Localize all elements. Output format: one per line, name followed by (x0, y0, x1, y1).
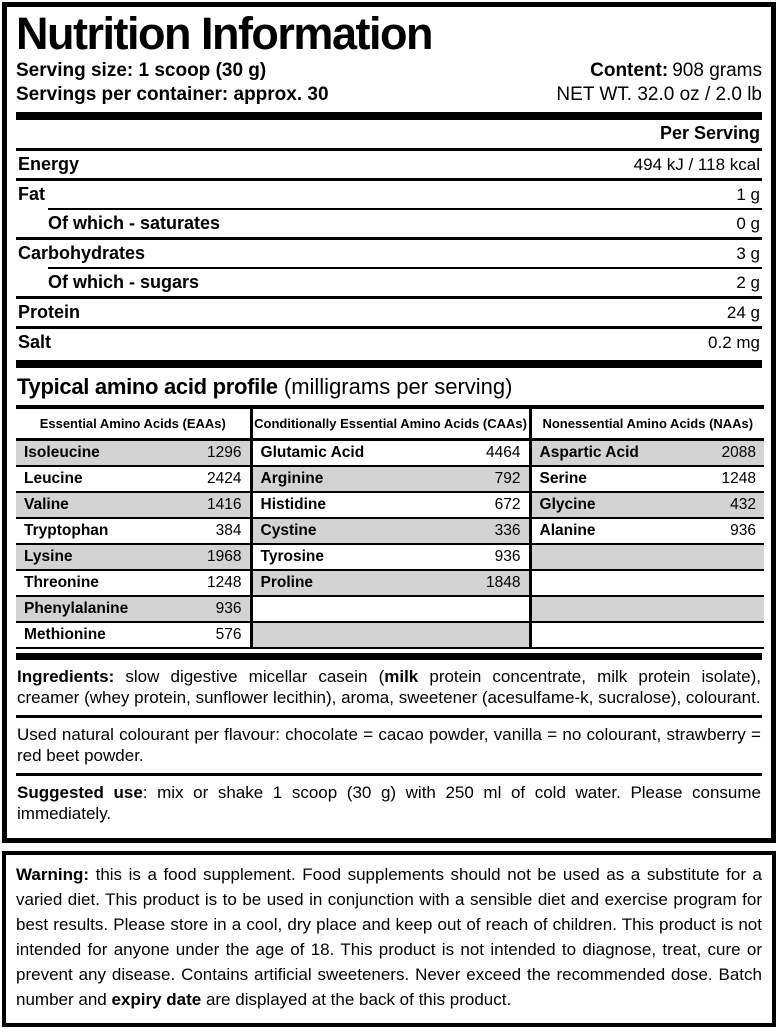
ingredients-bold-text: Ingredients: (17, 666, 115, 686)
amino-name-cell (530, 596, 678, 622)
warning-text: this is a food supplement. Food supplements should not be used as a substitute for a varied diet. This product is to be used in conjunction with a sensible diet and exercise program for best results. Please store in a cool, dry place and keep out of reach of children. This product is not intended for anyone under the age of 18. This product is not intended to diagnose, treat, cure or prevent any disease. Contains artificial sweeteners. Never exceed the recommended dose. Batch number and (16, 864, 762, 1009)
amino-value-cell (434, 596, 530, 622)
nutrient-label: Energy (18, 153, 80, 174)
amino-name-cell: Serine (530, 466, 678, 492)
nutrition-facts-table (16, 151, 762, 356)
serving-info-header (16, 59, 762, 108)
amino-value-cell: 336 (434, 518, 530, 544)
amino-value-cell: 1248 (165, 570, 251, 596)
amino-value-cell: 792 (434, 466, 530, 492)
divider (16, 715, 762, 718)
serving-info-left (16, 59, 329, 108)
amino-value-cell: 384 (165, 518, 251, 544)
amino-table-row (16, 596, 764, 622)
amino-table-row (16, 518, 764, 544)
nutrient-row (16, 181, 762, 208)
amino-value-cell: 936 (165, 596, 251, 622)
amino-name-cell (530, 570, 678, 596)
amino-name-cell: Leucine (16, 466, 165, 492)
amino-name-cell: Histidine (251, 492, 434, 518)
amino-column-header: Conditionally Essential Amino Acids (CAAs) (251, 407, 530, 440)
nutrient-value: 1 g (736, 184, 760, 204)
nutrient-label: Protein (18, 301, 81, 322)
amino-name-cell: Cystine (251, 518, 434, 544)
amino-name-cell: Tryptophan (16, 518, 165, 544)
amino-value-cell: 1296 (165, 439, 251, 466)
amino-table-row (16, 570, 764, 596)
amino-value-cell (434, 622, 530, 648)
nutrient-row (16, 151, 762, 178)
amino-name-cell: Arginine (251, 466, 434, 492)
nutrient-label: Fat (18, 183, 45, 204)
amino-name-cell: Valine (16, 492, 165, 518)
amino-value-cell (678, 596, 764, 622)
amino-value-cell: 1248 (678, 466, 764, 492)
amino-name-cell: Threonine (16, 570, 165, 596)
nutrient-label: Salt (18, 331, 52, 352)
amino-name-cell (251, 596, 434, 622)
amino-name-cell: Aspartic Acid (530, 439, 678, 466)
section-divider-bar (16, 360, 762, 368)
amino-value-cell: 672 (434, 492, 530, 518)
nutrient-label: Carbohydrates (18, 242, 146, 263)
amino-name-cell: Phenylalanine (16, 596, 165, 622)
amino-value-cell: 1848 (434, 570, 530, 596)
nutrient-row (16, 299, 762, 326)
nutrient-row (16, 329, 762, 356)
amino-table-row (16, 544, 764, 570)
content-info-right (556, 59, 762, 108)
ingredients-bold-text: milk (384, 666, 419, 686)
content-value: 908 grams (672, 59, 762, 81)
amino-table-row (16, 492, 764, 518)
amino-value-cell: 4464 (434, 439, 530, 466)
amino-acid-table (16, 405, 764, 649)
colourant-text: Used natural colourant per flavour: chocolate = cacao powder, vanilla = no colourant, strawberry = red beet powder. (17, 724, 761, 766)
amino-name-cell: Glutamic Acid (251, 439, 434, 466)
amino-heading-regular: (milligrams per serving) (277, 373, 513, 399)
amino-name-cell: Proline (251, 570, 434, 596)
nutrient-value: 3 g (736, 243, 760, 263)
colourant-paragraph (17, 724, 761, 767)
amino-name-cell (530, 544, 678, 570)
amino-value-cell: 1968 (165, 544, 251, 570)
amino-table-row (16, 622, 764, 648)
suggested-use-bold-text: Suggested use (17, 782, 143, 802)
ingredients-text: slow digestive micellar casein ( (114, 666, 385, 686)
suggested-use-text: : mix or shake 1 scoop (30 g) with 250 ml of cold water. Please consume immediately. (17, 782, 761, 824)
suggested-use-paragraph (17, 782, 761, 825)
amino-value-cell: 936 (678, 518, 764, 544)
section-divider-bar (16, 112, 762, 120)
amino-name-cell (530, 622, 678, 648)
amino-value-cell (678, 622, 764, 648)
nutrient-value: 24 g (726, 302, 760, 322)
page-title: Nutrition Information (16, 8, 432, 59)
nutrient-label: Of which - sugars (48, 271, 200, 292)
per-serving-column-header: Per Serving (659, 122, 760, 143)
amino-table-row (16, 466, 764, 492)
amino-profile-heading (17, 374, 762, 400)
content-label: Content: (590, 59, 669, 81)
warning-bold-text: expiry date (111, 989, 202, 1009)
amino-name-cell: Methionine (16, 622, 165, 648)
servings-per-container-line: Servings per container: approx. 30 (16, 84, 329, 106)
divider (16, 773, 762, 776)
amino-name-cell: Glycine (530, 492, 678, 518)
amino-name-cell: Lysine (16, 544, 165, 570)
amino-name-cell: Alanine (530, 518, 678, 544)
warning-bold-text: Warning: (16, 864, 90, 884)
amino-column-header: Essential Amino Acids (EAAs) (16, 407, 251, 440)
amino-value-cell: 2088 (678, 439, 764, 466)
amino-name-cell: Isoleucine (16, 439, 165, 466)
nutrient-value: 0.2 mg (708, 332, 760, 352)
nutrient-row (16, 269, 762, 296)
warning-text: are displayed at the back of this product. (201, 989, 512, 1009)
nutrient-label: Of which - saturates (48, 212, 221, 233)
nutrient-row (16, 210, 762, 237)
serving-size-line: Serving size: 1 scoop (30 g) (16, 59, 267, 81)
amino-table-row (16, 439, 764, 466)
net-weight-line: NET WT. 32.0 oz / 2.0 lb (556, 84, 762, 106)
amino-heading-bold: Typical amino acid profile (17, 373, 278, 399)
amino-value-cell: 936 (434, 544, 530, 570)
amino-name-cell: Tyrosine (251, 544, 434, 570)
nutrition-label-panel (2, 2, 776, 843)
section-divider-bar (16, 653, 762, 660)
amino-value-cell (678, 570, 764, 596)
content-line (556, 59, 762, 83)
nutrient-value: 2 g (736, 272, 760, 292)
amino-name-cell (251, 622, 434, 648)
amino-value-cell: 1416 (165, 492, 251, 518)
amino-value-cell: 432 (678, 492, 764, 518)
warning-paragraph (16, 863, 762, 1013)
ingredients-paragraph (17, 666, 761, 709)
warning-panel (2, 851, 776, 1027)
amino-value-cell (678, 544, 764, 570)
amino-column-header: Nonessential Amino Acids (NAAs) (530, 407, 764, 440)
amino-value-cell: 2424 (165, 466, 251, 492)
nutrient-value: 0 g (736, 213, 760, 233)
ingredients-text: protein concentrate, milk protein isolate), creamer (whey protein, sunflower lecithin), aroma, sweetener (acesulfame-k, sucralose), colourant. (17, 666, 761, 708)
amino-value-cell: 576 (165, 622, 251, 648)
nutrient-row (16, 240, 762, 267)
nutrient-value: 494 kJ / 118 kcal (633, 154, 760, 174)
